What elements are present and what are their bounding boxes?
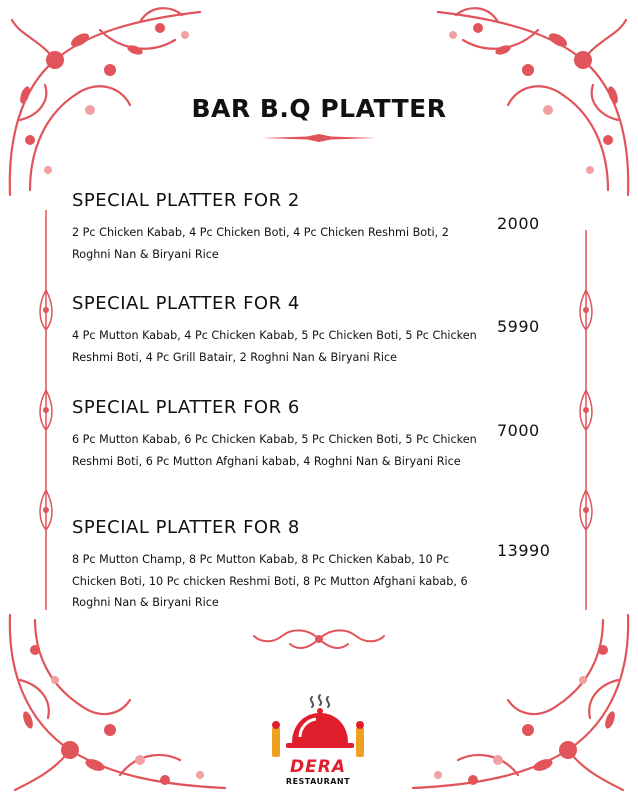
bottom-right-floral-ornament: [408, 610, 638, 800]
menu-item-price: 13990: [497, 541, 551, 560]
logo-subtitle: RESTAURANT: [285, 777, 351, 786]
menu-item-platter-4: [72, 293, 632, 368]
menu-item-name: SPECIAL PLATTER FOR 4: [72, 293, 300, 314]
menu-item-platter-2: [72, 190, 632, 265]
menu-item-description: 4 Pc Mutton Kabab, 4 Pc Chicken Kabab, 5 Pc Chicken Boti, 5 Pc Chicken Reshmi Boti, 4 Pc Grill Batair, 2 Roghni Nan & Biryani Rice: [72, 329, 477, 364]
menu-item-price: 2000: [497, 214, 540, 233]
cloche-icon: [264, 693, 372, 759]
left-side-ornament: [36, 210, 56, 610]
menu-title: BAR B.Q PLATTER: [191, 94, 447, 123]
menu-item-description: 2 Pc Chicken Kabab, 4 Pc Chicken Boti, 4 Pc Chicken Reshmi Boti, 2 Roghni Nan & Biryani Rice: [72, 226, 449, 261]
menu-item-name: SPECIAL PLATTER FOR 8: [72, 517, 300, 538]
bottom-divider-ornament: [252, 626, 386, 652]
menu-item-price: 7000: [497, 421, 540, 440]
menu-item-description: 8 Pc Mutton Champ, 8 Pc Mutton Kabab, 8 Pc Chicken Kabab, 10 Pc Chicken Boti, 10 Pc chicken Reshmi Boti, 8 Pc Mutton Afghani kabab, 6 Roghni Nan & Biryani Rice: [72, 553, 468, 609]
menu-item-description: 6 Pc Mutton Kabab, 6 Pc Chicken Kabab, 5 Pc Chicken Boti, 5 Pc Chicken Reshmi Boti, 6 Pc Mutton Afghani kabab, 4 Roghni Nan & Biryani Rice: [72, 433, 477, 468]
menu-item-price: 5990: [497, 317, 540, 336]
menu-item-platter-8: [72, 517, 632, 614]
menu-item-name: SPECIAL PLATTER FOR 6: [72, 397, 300, 418]
logo-name: DERA: [290, 757, 346, 777]
restaurant-logo: [264, 693, 372, 797]
menu-item-name: SPECIAL PLATTER FOR 2: [72, 190, 300, 211]
bottom-left-floral-ornament: [0, 610, 230, 800]
title-divider-ornament: [262, 132, 376, 144]
menu-item-platter-6: [72, 397, 632, 472]
